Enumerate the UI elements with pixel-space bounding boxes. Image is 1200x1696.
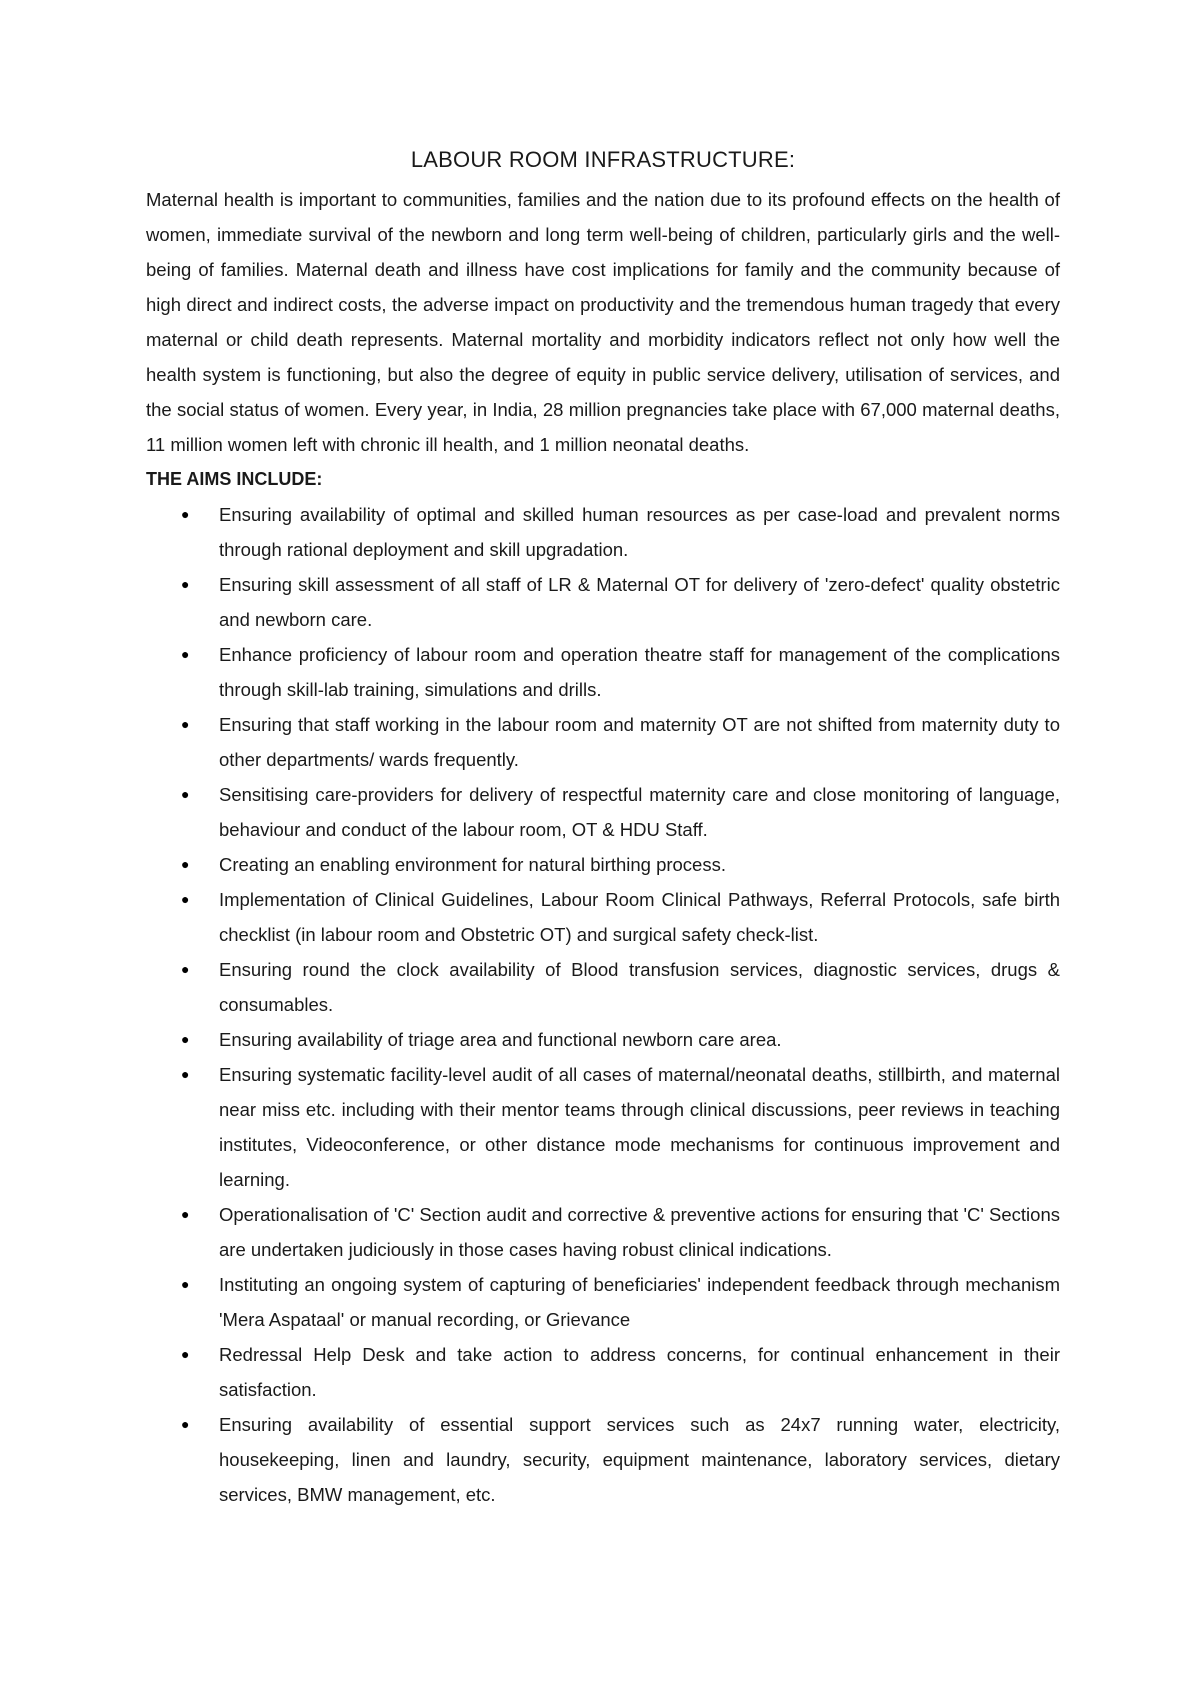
list-item: [146, 1197, 1060, 1267]
list-item: [146, 1057, 1060, 1197]
intro-paragraph: Maternal health is important to communities, families and the nation due to its profound effects on the health of women, immediate survival of the newborn and long term well-being of children, particularly girls and the well-being of families. Maternal death and illness have cost implications for family and the community because of high direct and indirect costs, the adverse impact on productivity and the tremendous human tragedy that every maternal or child death represents. Maternal mortality and morbidity indicators reflect not only how well the health system is functioning, but also the degree of equity in public service delivery, utilisation of services, and the social status of women. Every year, in India, 28 million pregnancies take place with 67,000 maternal deaths, 11 million women left with chronic ill health, and 1 million neonatal deaths.: [146, 189, 1060, 455]
list-item-text: Ensuring round the clock availability of Blood transfusion services, diagnostic services, drugs & consumables.: [219, 959, 1060, 1015]
list-item-text: Implementation of Clinical Guidelines, Labour Room Clinical Pathways, Referral Protocols, safe birth checklist (in labour room and Obstetric OT) and surgical safety check-list.: [219, 889, 1060, 945]
bullet-icon: ●: [181, 1066, 190, 1082]
bullet-icon: ●: [181, 961, 190, 977]
list-item: [146, 777, 1060, 847]
aims-heading: THE AIMS INCLUDE:: [146, 469, 323, 489]
list-item-text: Ensuring availability of essential support services such as 24x7 running water, electricity, housekeeping, linen and laundry, security, equipment maintenance, laboratory services, dietary services, BMW management, etc.: [219, 1414, 1060, 1505]
list-item-text: Operationalisation of 'C' Section audit and corrective & preventive actions for ensuring that 'C' Sections are undertaken judiciously in those cases having robust clinical indications.: [219, 1204, 1060, 1260]
list-item-text: Ensuring availability of triage area and functional newborn care area.: [219, 1029, 782, 1050]
list-item-text: Ensuring that staff working in the labour room and maternity OT are not shifted from maternity duty to other departments/ wards frequently.: [219, 714, 1060, 770]
list-item-text: Enhance proficiency of labour room and operation theatre staff for management of the complications through skill-lab training, simulations and drills.: [219, 644, 1060, 700]
list-item: [146, 1407, 1060, 1512]
list-item-text: Sensitising care-providers for delivery of respectful maternity care and close monitoring of language, behaviour and conduct of the labour room, OT & HDU Staff.: [219, 784, 1060, 840]
bullet-icon: ●: [181, 646, 190, 662]
list-item: [146, 637, 1060, 707]
bullet-icon: ●: [181, 1206, 190, 1222]
list-item: [146, 497, 1060, 567]
bullet-icon: ●: [181, 856, 190, 872]
list-item-text: Creating an enabling environment for natural birthing process.: [219, 854, 726, 875]
bullet-icon: ●: [181, 1031, 190, 1047]
list-item-text: Ensuring systematic facility-level audit of all cases of maternal/neonatal deaths, stillbirth, and maternal near miss etc. including with their mentor teams through clinical discussions, peer reviews in teaching institutes, Videoconference, or other distance mode mechanisms for continuous improvement and learning.: [219, 1064, 1060, 1190]
bullet-icon: ●: [181, 576, 190, 592]
list-item-text: Instituting an ongoing system of capturing of beneficiaries' independent feedback through mechanism 'Mera Aspataal' or manual recording, or Grievance: [219, 1274, 1060, 1330]
list-item: [146, 1022, 1060, 1057]
bullet-icon: ●: [181, 1346, 190, 1362]
list-item: [146, 847, 1060, 882]
list-item: [146, 707, 1060, 777]
bullet-icon: ●: [181, 716, 190, 732]
bullet-icon: ●: [181, 891, 190, 907]
list-item: [146, 882, 1060, 952]
list-item-text: Ensuring availability of optimal and skilled human resources as per case-load and prevalent norms through rational deployment and skill upgradation.: [219, 504, 1060, 560]
bullet-icon: ●: [181, 1416, 190, 1432]
bullet-icon: ●: [181, 786, 190, 802]
bullet-icon: ●: [181, 1276, 190, 1292]
list-item: [146, 952, 1060, 1022]
list-item: [146, 1337, 1060, 1407]
page-title: LABOUR ROOM INFRASTRUCTURE:: [410, 147, 796, 172]
aims-list: [146, 497, 1060, 1512]
list-item-text: Ensuring skill assessment of all staff of LR & Maternal OT for delivery of 'zero-defect' quality obstetric and newborn care.: [219, 574, 1060, 630]
list-item: [146, 567, 1060, 637]
list-item-text: Redressal Help Desk and take action to address concerns, for continual enhancement in their satisfaction.: [219, 1344, 1060, 1400]
document-page: [146, 138, 1060, 1512]
bullet-icon: ●: [181, 506, 190, 522]
list-item: [146, 1267, 1060, 1337]
